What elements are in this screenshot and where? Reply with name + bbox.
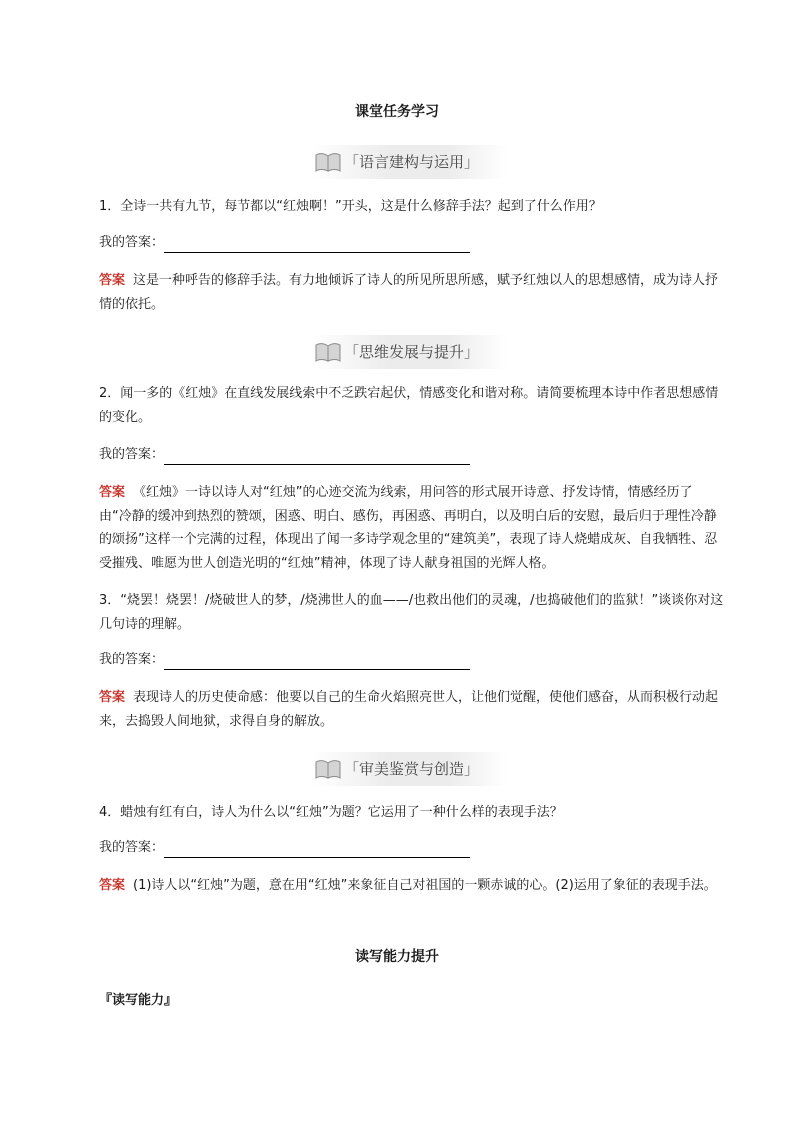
- question-2: 2．闻一多的《红烛》在直线发展线索中不乏跌宕起伏，情感变化和谐对称。请简要梳理本诗中作者思想感情的变化。: [99, 386, 719, 425]
- my-answer-label: 我的答案：: [99, 447, 165, 462]
- my-answer-label: 我的答案：: [99, 235, 165, 250]
- question-3: 3．“烧罢！烧罢！/烧破世人的梦，/烧沸世人的血——/也救出他们的灵魂，/也捣破他们的监狱！”谈谈你对这几句诗的理解。: [99, 593, 724, 632]
- question-1: 1．全诗一共有九节，每节都以“红烛啊！”开头，这是什么修辞手法？起到了什么作用？: [99, 199, 602, 214]
- readwrite-label: 『读写能力』: [99, 993, 178, 1008]
- banner-label: 「审美鉴赏与创造」: [344, 760, 480, 778]
- banner-label: 「思维发展与提升」: [344, 343, 480, 361]
- answer-label: 答案: [99, 273, 126, 288]
- section-heading: 读写能力提升: [355, 949, 439, 965]
- answer-text: 《红烛》一诗以诗人对“红烛”的心迹交流为线索，用问答的形式展开诗意、抒发诗情，情感经历了由“冷静的缓冲到热烈的赞颂，困惑、明白、感伤，再困惑、再明白，以及明白后的安慰，最后归于理性冷静的颂扬”这样一个完满的过程，体现出了闻一多诗学观念里的“建筑美”，表现了诗人烧蜡成灰、自我牺牲、忍受摧残、唯愿为世人创造光明的“红烛”精神，体现了诗人献身祖国的光辉人格。: [99, 485, 718, 571]
- answer-label: 答案: [99, 690, 126, 705]
- answer-3: [99, 686, 724, 733]
- answer-4: [99, 874, 724, 898]
- answer-1: [99, 269, 724, 316]
- question-4: 4．蜡烛有红有白，诗人为什么以“红烛”为题？它运用了一种什么样的表现手法？: [99, 805, 563, 820]
- answer-blank-line[interactable]: [164, 843, 470, 858]
- section-banner: [311, 335, 507, 369]
- answer-blank-line[interactable]: [164, 238, 470, 253]
- my-answer-row: [99, 650, 470, 670]
- my-answer-row: [99, 838, 470, 858]
- answer-2: [99, 481, 724, 575]
- answer-text: (1)诗人以“红烛”为题，意在用“红烛”来象征自己对祖国的一颗赤诚的心。(2)运用了象征的表现手法。: [133, 878, 717, 893]
- book-icon: [315, 342, 341, 362]
- answer-blank-line[interactable]: [164, 655, 470, 670]
- section-banner: [311, 145, 507, 179]
- answer-text: 这是一种呼告的修辞手法。有力地倾诉了诗人的所见所思所感，赋予红烛以人的思想感情，成为诗人抒情的依托。: [99, 273, 719, 312]
- my-answer-label: 我的答案：: [99, 652, 165, 667]
- my-answer-label: 我的答案：: [99, 840, 165, 855]
- answer-label: 答案: [99, 485, 126, 500]
- book-icon: [315, 759, 341, 779]
- section-banner: [311, 752, 507, 786]
- answer-text: 表现诗人的历史使命感：他要以自己的生命火焰照亮世人，让他们觉醒，使他们感奋，从而积极行动起来，去捣毁人间地狱，求得自身的解放。: [99, 690, 719, 729]
- answer-label: 答案: [99, 878, 126, 893]
- answer-blank-line[interactable]: [164, 450, 470, 465]
- my-answer-row: [99, 445, 470, 465]
- page-title: 课堂任务学习: [355, 104, 439, 120]
- book-icon: [315, 152, 341, 172]
- banner-label: 「语言建构与运用」: [344, 153, 480, 171]
- my-answer-row: [99, 233, 470, 253]
